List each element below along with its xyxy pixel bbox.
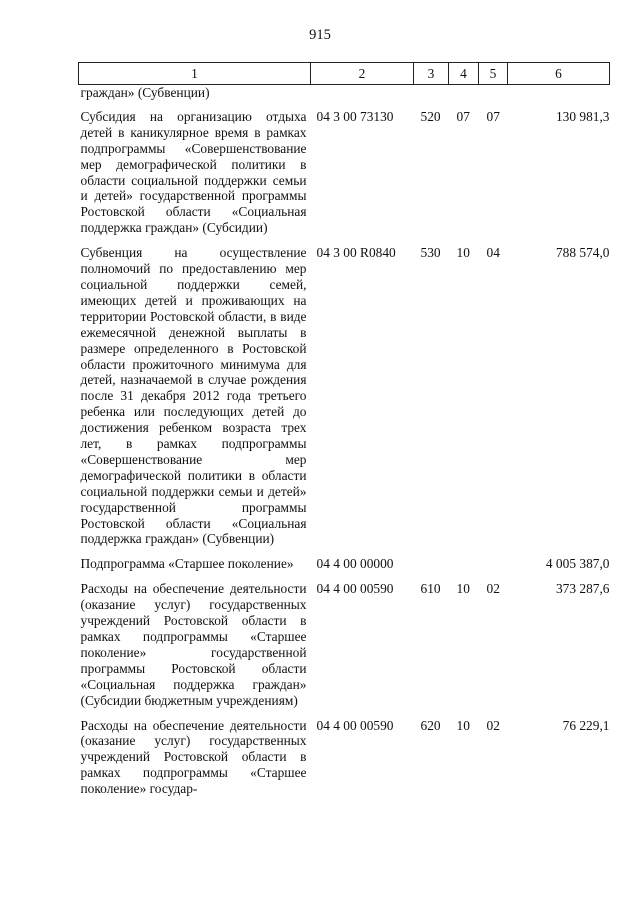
row-section: 10 (456, 717, 470, 733)
row-expense-type: 620 (420, 717, 441, 733)
row-name: Подпрограмма «Старшее поколение» (80, 556, 294, 572)
row-expense-type: 610 (420, 581, 441, 597)
row-section (449, 547, 479, 572)
row-subsection: 04 (486, 245, 500, 261)
column-header-3: 3 (414, 63, 449, 85)
column-header-1: 1 (79, 63, 311, 85)
row-amount: 788 574,0 (555, 245, 610, 261)
row-name: Субсидия на организацию отдыха детей в каникулярное время в рамках подпрограммы «Совершенствование мер демографической политики в области социальной поддержки семьи и детей» государственной программы Ростовской области «Социальная поддержка граждан» (Субсидии) (80, 108, 307, 236)
row-target-code: 04 4 00 00000 (316, 556, 394, 572)
budget-table (78, 62, 610, 797)
row-subsection: 07 (486, 108, 500, 124)
row-name: граждан» (Субвенции) (80, 85, 210, 100)
row-target-code: 04 4 00 00590 (316, 581, 394, 597)
row-subsection: 02 (486, 717, 500, 733)
row-amount: 76 229,1 (562, 717, 610, 733)
page-number: 915 (309, 27, 331, 43)
row-subsection (479, 547, 508, 572)
table-row-continuation (79, 85, 610, 101)
row-name: Субвенция на осуществление полномочий по предоставлению мер социальной поддержки семей, имеющих детей и проживающих на территории Ростовской области, в виде ежемесячной денежной выплаты в размере определенного в Ростовской области прожиточного минимума для детей, назначаемой в случае рождения после 31 декабря 2012 года третьего ребенка или последующих детей до достижения ребенком возраста трех лет, в рамках подпрограммы «Совершенствование мер демографической политики в области социальной поддержки семьи и детей» государственной программы Ростовской области «Социальная поддержка граждан» (Субвенции) (80, 245, 307, 547)
row-target-code: 04 3 00 R0840 (316, 245, 396, 261)
table-row (79, 709, 610, 798)
table-row (79, 236, 610, 547)
row-target-code: 04 3 00 73130 (316, 108, 394, 124)
column-header-2: 2 (311, 63, 414, 85)
column-header-6: 6 (508, 63, 610, 85)
column-header-5: 5 (479, 63, 508, 85)
row-section: 10 (456, 581, 470, 597)
column-header-4: 4 (449, 63, 479, 85)
row-name: Расходы на обеспечение деятельности (оказание услуг) государственных учреждений Ростовской области в рамках подпрограммы «Старшее поколение» государ- (80, 717, 307, 797)
row-target-code: 04 4 00 00590 (316, 717, 394, 733)
row-section: 10 (456, 245, 470, 261)
table-header-row (79, 63, 610, 85)
table-row (79, 572, 610, 708)
row-expense-type (414, 547, 449, 572)
table-row (79, 547, 610, 572)
row-section: 07 (456, 108, 470, 124)
row-amount: 373 287,6 (555, 581, 610, 597)
table-row (79, 101, 610, 236)
row-amount: 4 005 387,0 (545, 556, 610, 572)
row-subsection: 02 (486, 581, 500, 597)
row-expense-type: 520 (420, 108, 441, 124)
row-expense-type: 530 (420, 245, 441, 261)
row-name: Расходы на обеспечение деятельности (оказание услуг) государственных учреждений Ростовской области в рамках подпрограммы «Старшее поколение» государственной программы Ростовской области «Социальная поддержка граждан» (Субсидии бюджетным учреждениям) (80, 581, 307, 708)
row-amount: 130 981,3 (555, 108, 610, 124)
